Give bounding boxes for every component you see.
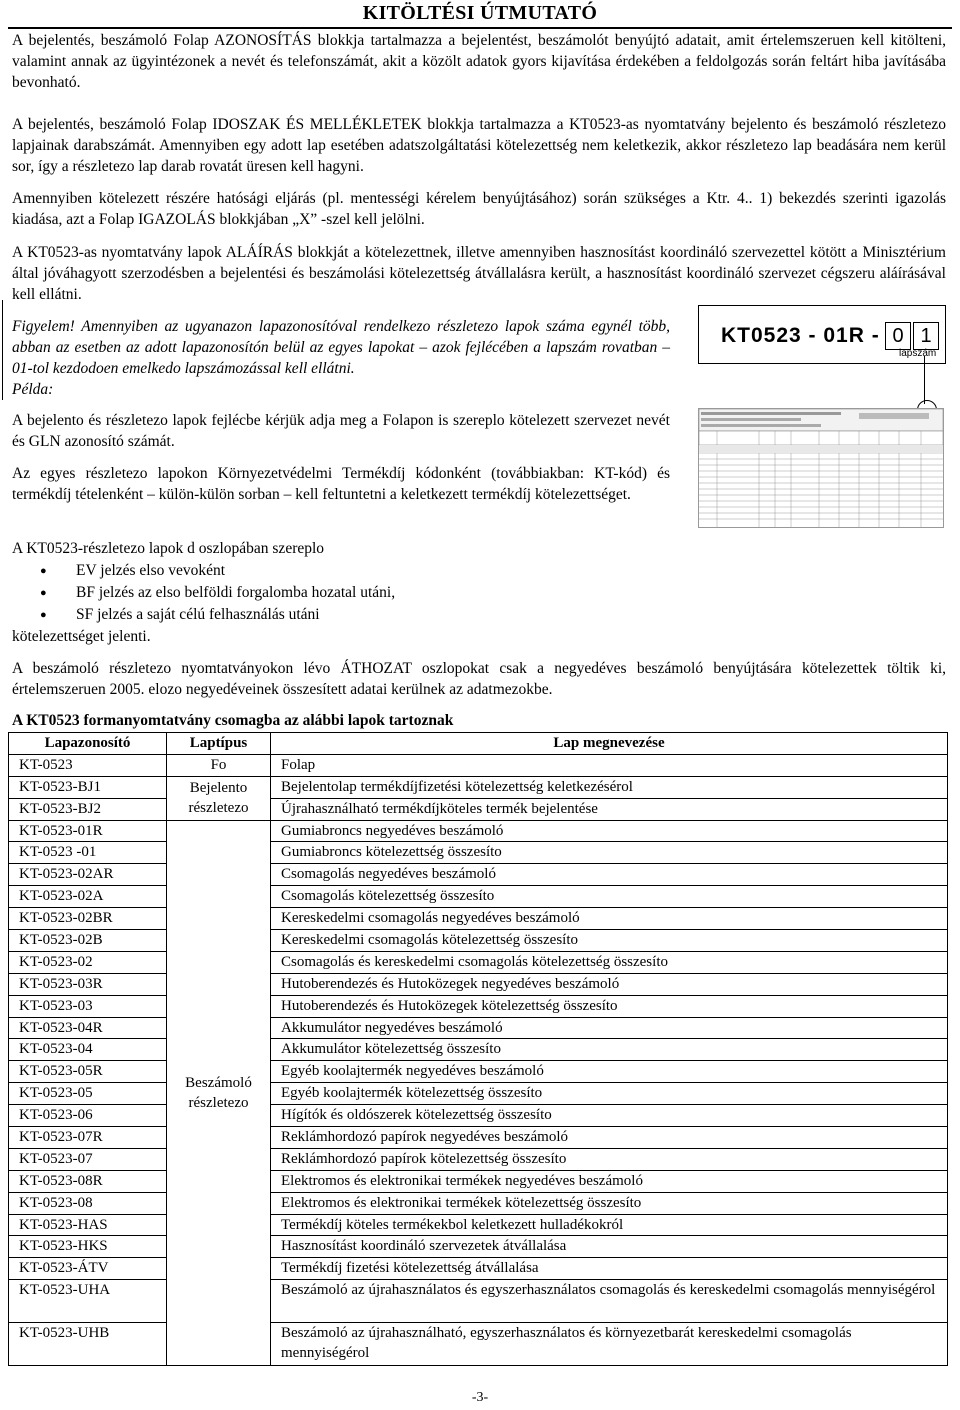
table-row <box>9 1148 948 1170</box>
paragraph-d-oszlop: A KT0523-részletezo lapok d oszlopában szereplo <box>12 540 325 557</box>
table-row <box>9 1192 948 1214</box>
paragraph-igazolas: Amennyiben kötelezett részére hatósági eljárás (pl. mentességi kérelem benyújtásához) során szükséges a Ktr. 4.. 1) bekezdés szerinti igazolás kiadása, azt a Folap IGAZOLÁS blokkjában „X” -szel kell jelölni. <box>12 190 946 228</box>
cell-id: KT-0523-08 <box>9 1192 167 1214</box>
cell-id: KT-0523-01R <box>9 820 167 842</box>
table-row <box>9 1323 948 1366</box>
cell-name: Hígítók és oldószerek kötelezettség összesíto <box>271 1105 948 1127</box>
form-thumbnail-drawing <box>699 409 943 527</box>
example-digit-1: 0 <box>885 322 911 350</box>
table-row <box>9 864 948 886</box>
table-row <box>9 1214 948 1236</box>
cell-id: KT-0523-HAS <box>9 1214 167 1236</box>
example-digit-2: 1 <box>913 322 939 350</box>
cell-name: Egyéb koolajtermék negyedéves beszámoló <box>271 1061 948 1083</box>
example-label: Példa: <box>12 381 54 398</box>
table-row <box>9 951 948 973</box>
table-row <box>9 995 948 1017</box>
table-row <box>9 886 948 908</box>
cell-id: KT-0523-05R <box>9 1061 167 1083</box>
cell-name: Kereskedelmi csomagolás negyedéves beszámoló <box>271 908 948 930</box>
table-row <box>9 1039 948 1061</box>
cell-id: KT-0523 <box>9 754 167 776</box>
cell-id: KT-0523-02BR <box>9 908 167 930</box>
cell-name: Bejelentolap termékdíjfizetési kötelezettség keletkezésérol <box>271 776 948 798</box>
cell-type: Fo <box>167 754 271 776</box>
paragraph-idoszak: A bejelentés, beszámoló Folap IDOSZAK ÉS MELLÉKLETEK blokkja tartalmazza a KT0523-as nyomtatvány bejelento és beszámoló részletezo lapjainak darabszámát. Amennyiben egy adott lap esetében adatszolgáltatási kötelezettség nem keletkezik, akkor részletezo lap beadására nem kerül sor, így a részletezo lap darab rovatát üresen kell hagyni. <box>12 116 946 175</box>
title-rule <box>8 27 952 29</box>
cell-name: Kereskedelmi csomagolás kötelezettség összesíto <box>271 930 948 952</box>
margin-bar <box>2 300 3 400</box>
table-row <box>9 1061 948 1083</box>
header-lap-megnevezese: Lap megnevezése <box>271 733 948 755</box>
paragraph-fejlec: A bejelento és részletezo lapok fejlécbe kérjük adja meg a Folapon is szereplo kötelezett szervezet nevét és GLN azonosító számát. <box>12 412 670 450</box>
cell-name: Hasznosítást koordináló szervezetek átvállalása <box>271 1236 948 1258</box>
cell-name: Gumiabroncs negyedéves beszámoló <box>271 820 948 842</box>
cell-name: Elektromos és elektronikai termékek negyedéves beszámoló <box>271 1170 948 1192</box>
cell-name: Újrahasználható termékdíjköteles termék bejelentése <box>271 798 948 820</box>
cell-name: Csomagolás és kereskedelmi csomagolás kötelezettség összesíto <box>271 951 948 973</box>
example-lapszam-box <box>698 305 946 364</box>
page-title: KITÖLTÉSI ÚTMUTATÓ <box>362 2 598 24</box>
table-header-row <box>9 733 948 755</box>
cell-name: Reklámhordozó papírok negyedéves beszámoló <box>271 1127 948 1149</box>
cell-id: KT-0523-02AR <box>9 864 167 886</box>
list-item: ● BF jelzés az elso belföldi forgalomba hozatal utáni, <box>12 582 395 604</box>
cell-type: Bejelento részletezo <box>167 776 271 820</box>
table-row <box>9 973 948 995</box>
table-row <box>9 842 948 864</box>
cell-type: Beszámoló részletezo <box>167 820 271 1366</box>
jelzes-list <box>12 560 395 626</box>
paragraph-ktkod: Az egyes részletezo lapokon Környezetvédelmi Termékdíj kódonként (továbbiakban: KT-kód) és termékdíj tételenként – külön-külön sorban – kell feltuntetni a keletkezett termékdíj kötelezettséget. <box>12 465 670 503</box>
cell-id: KT-0523-07 <box>9 1148 167 1170</box>
cell-id: KT-0523-03R <box>9 973 167 995</box>
cell-name: Termékdíj köteles termékekbol keletkezett hulladékokról <box>271 1214 948 1236</box>
list-item: ● SF jelzés a saját célú felhasználás utáni <box>12 604 395 626</box>
table-row <box>9 798 948 820</box>
paragraph-azonositas: A bejelentés, beszámoló Folap AZONOSÍTÁS blokkja tartalmazza a bejelentést, beszámolót benyújtó adatait, amit értelemszeruen kell kitölteni, valamint annak az ügyintézonek a nevét és telefonszámát, akit a közölt adatok gyors kijavítása érdekében a feldolgozás során feltárt hiba javításába bevonható. <box>12 32 946 91</box>
cell-id: KT-0523 -01 <box>9 842 167 864</box>
paragraph-figyelem: Figyelem! Amennyiben az ugyanazon lapazonosítóval rendelkezo részletezo lapok száma egynél több, abban az esetben az adott lapazonosítón belül az egyes lapokat – azok fejlécében a lapszám rovatban – 01-tol kezdodoen emelkedo lapszámozással kell ellátni. <box>12 318 670 377</box>
cell-name: Beszámoló az újrahasználható, egyszerhasználatos és környezetbarát kereskedelmi csomagolás mennyiségérol <box>271 1323 948 1366</box>
cell-name: Csomagolás negyedéves beszámoló <box>271 864 948 886</box>
cell-id: KT-0523-05 <box>9 1083 167 1105</box>
cell-name: Akkumulátor negyedéves beszámoló <box>271 1017 948 1039</box>
cell-id: KT-0523-08R <box>9 1170 167 1192</box>
cell-id: KT-0523-06 <box>9 1105 167 1127</box>
cell-name: Hutoberendezés és Hutoközegek kötelezettség összesíto <box>271 995 948 1017</box>
cell-id: KT-0523-UHA <box>9 1280 167 1323</box>
table-row <box>9 1083 948 1105</box>
example-code: KT0523 - 01R - <box>721 324 880 347</box>
table-heading: A KT0523 formanyomtatvány csomagba az alábbi lapok tartoznak <box>12 712 454 729</box>
cell-id: KT-0523-ÁTV <box>9 1258 167 1280</box>
table-row <box>9 820 948 842</box>
cell-id: KT-0523-02B <box>9 930 167 952</box>
cell-id: KT-0523-02A <box>9 886 167 908</box>
table-row <box>9 930 948 952</box>
cell-id: KT-0523-HKS <box>9 1236 167 1258</box>
cell-id: KT-0523-04 <box>9 1039 167 1061</box>
table-row <box>9 1236 948 1258</box>
table-row <box>9 1105 948 1127</box>
cell-id: KT-0523-BJ1 <box>9 776 167 798</box>
cell-name: Gumiabroncs kötelezettség összesíto <box>271 842 948 864</box>
table-row <box>9 1017 948 1039</box>
cell-id: KT-0523-BJ2 <box>9 798 167 820</box>
cell-name: Elektromos és elektronikai termékek kötelezettség összesíto <box>271 1192 948 1214</box>
cell-name: Folap <box>271 754 948 776</box>
table-row <box>9 1127 948 1149</box>
paragraph-kotelezettseg: kötelezettséget jelenti. <box>12 628 151 645</box>
table-row <box>9 1170 948 1192</box>
header-laptipus: Laptípus <box>167 733 271 755</box>
table-row <box>9 1280 948 1323</box>
list-item: ● EV jelzés elso vevoként <box>12 560 395 582</box>
cell-name: Beszámoló az újrahasználatos és egyszerhasználatos csomagolás és kereskedelmi csomagolás mennyiségérol <box>271 1280 948 1323</box>
table-row <box>9 776 948 798</box>
cell-id: KT-0523-02 <box>9 951 167 973</box>
example-lapszam-label: lapszám <box>899 348 937 359</box>
cell-name: Hutoberendezés és Hutoközegek negyedéves beszámoló <box>271 973 948 995</box>
cell-name: Termékdíj fizetési kötelezettség átvállalása <box>271 1258 948 1280</box>
cell-name: Reklámhordozó papírok kötelezettség összesíto <box>271 1148 948 1170</box>
cell-name: Csomagolás kötelezettség összesíto <box>271 886 948 908</box>
pointer-line <box>924 356 925 404</box>
form-thumbnail-image <box>698 408 944 528</box>
paragraph-alairas: A KT0523-as nyomtatvány lapok ALÁÍRÁS blokkját a kötelezettnek, illetve amennyiben hasznosítást koordináló szervezettel kötött a Minisztérium által jóváhagyott szerzodésben a bejelentési és beszámolási kötelezettség átvállalásra került, a hasznosítást koordináló szervezet cégszeru aláírásával kell ellátni. <box>12 244 946 303</box>
cell-id: KT-0523-04R <box>9 1017 167 1039</box>
cell-id: KT-0523-07R <box>9 1127 167 1149</box>
cell-name: Akkumulátor kötelezettség összesíto <box>271 1039 948 1061</box>
table-row <box>9 908 948 930</box>
lap-table <box>8 732 948 1366</box>
cell-name: Egyéb koolajtermék kötelezettség összesíto <box>271 1083 948 1105</box>
cell-id: KT-0523-03 <box>9 995 167 1017</box>
paragraph-athozat: A beszámoló részletezo nyomtatványokon lévo ÁTHOZAT oszlopokat csak a negyedéves beszámoló benyújtására kötelezettek töltik ki, értelemszeruen 2005. elozo negyedéveinek összesített adatai kerülnek az adatmezokbe. <box>12 660 946 698</box>
table-row <box>9 1258 948 1280</box>
table-row <box>9 754 948 776</box>
header-lapazonosito: Lapazonosító <box>9 733 167 755</box>
page-number: -3- <box>471 1390 489 1405</box>
cell-id: KT-0523-UHB <box>9 1323 167 1366</box>
